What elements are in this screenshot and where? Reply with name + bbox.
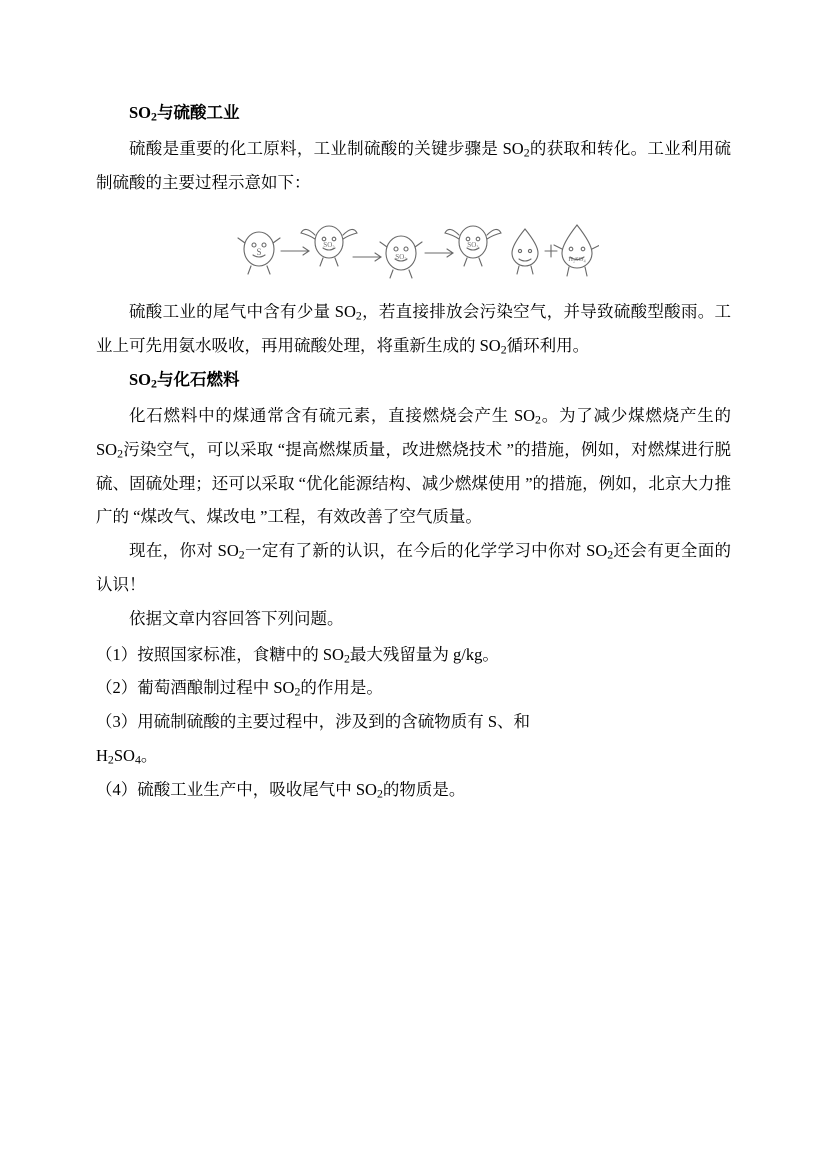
- run-text: 依据文章内容回答下列问题。: [129, 608, 344, 628]
- chemical-formula-so2: $SO_2$: [502, 138, 530, 160]
- run-text: （1）按照国家标准，食糖中的: [96, 644, 323, 664]
- run-text: 现在，你对: [129, 541, 218, 561]
- svg-text:SO₂: SO₂: [322, 241, 335, 250]
- svg-text:S: S: [255, 247, 262, 258]
- heading-text-prefix: SO: [129, 103, 152, 122]
- heading-text-rest: 与化石燃料: [156, 370, 240, 390]
- run-text: 化石燃料中的煤通常含有硫元素，直接燃烧会产生: [129, 405, 514, 425]
- heading-subscript: 2: [151, 109, 157, 124]
- paragraph-closing-remark: [96, 534, 731, 602]
- heading-text-prefix: SO: [129, 370, 152, 390]
- run-text: （2）葡萄酒酿制过程中: [96, 678, 274, 698]
- run-text: （3）用硫制硫酸的主要过程中，涉及到的含硫物质有 S、和: [96, 712, 531, 732]
- run-text: 的物质是。: [382, 779, 466, 799]
- svg-text:SO₂: SO₂: [394, 253, 407, 262]
- chemical-formula-so2: $SO_2$: [586, 541, 614, 562]
- chemical-formula-so2: $SO_2$: [273, 678, 301, 699]
- paragraph-instruction: [96, 602, 731, 636]
- question-item-1: [96, 638, 731, 672]
- document-body: [96, 96, 731, 807]
- chemical-formula-so2: $SO_2$: [513, 405, 541, 427]
- run-text: 的作用是。: [300, 678, 383, 698]
- run-text: （4）硫酸工业生产中，吸收尾气中: [96, 779, 356, 799]
- chemical-formula-so2: $SO_2$: [355, 779, 383, 801]
- run-text: 一定有了新的认识，在今后的化学学习中你对: [244, 541, 587, 561]
- run-text: ，若直接排放会污染空气，并导致硫酸型酸雨。工业上可先用氨水吸收，再用硫酸处理，将重新生成的: [96, 302, 731, 356]
- chemical-formula-so2: $SO_2$: [334, 302, 362, 324]
- question-item-4: [96, 773, 731, 807]
- chemical-formula-so2: $SO_2$: [217, 541, 245, 562]
- run-text: 最大残留量为 g/kg。: [349, 644, 499, 664]
- run-text: 还会有更全面的认识！: [96, 541, 732, 594]
- run-text: 。: [140, 746, 158, 765]
- sulfur-to-sulfuric-acid-process-diagram: [229, 209, 599, 285]
- paragraph-sulfuric-acid-intro: [96, 132, 731, 200]
- chemical-formula-h2so4: $H_2SO_4$: [96, 746, 141, 767]
- paragraph-tail-gas-treatment: [96, 295, 731, 363]
- run-text: 的获取和转化。工业利用硫制硫酸的主要过程示意如下：: [96, 138, 731, 192]
- heading-text-rest: 与硫酸工业: [156, 103, 240, 122]
- section-heading-so2-fossil-fuel: [96, 363, 731, 397]
- heading-subscript: 2: [151, 376, 157, 391]
- run-text: 。为了减少煤燃烧产生的: [540, 405, 732, 425]
- chemical-formula-so2: $SO_2$: [322, 644, 350, 666]
- run-text: 硫酸是重要的化工原料，工业制硫酸的关键步骤是: [129, 138, 503, 158]
- run-text: 硫酸工业的尾气中含有少量: [129, 302, 335, 322]
- chemical-formula-so2: $SO_2$: [96, 439, 124, 461]
- svg-text:H₂SO₄: H₂SO₄: [567, 256, 586, 264]
- figure-container: [96, 209, 731, 285]
- svg-text:SO₃: SO₃: [466, 241, 479, 250]
- run-text: 循环利用。: [506, 336, 590, 356]
- question-item-2: [96, 671, 731, 705]
- run-text: 污染空气，可以采取 “提高燃煤质量，改进燃烧技术 ”的措施，例如，对燃煤进行脱硫、固硫处理；还可以采取 “优化能源结构、减少燃煤使用 ”的措施，例如，北京大力推广的 “煤改气、煤改电 ”工程，有效改善了空气质量。: [96, 439, 731, 527]
- question-list: [96, 638, 731, 807]
- section-heading-so2-sulfuric-industry: [96, 96, 731, 130]
- chemical-formula-so2: $SO_2$: [479, 336, 507, 357]
- paragraph-coal-sulfur: [96, 399, 731, 534]
- question-item-3-continuation: [96, 739, 731, 773]
- question-item-3: [96, 705, 731, 739]
